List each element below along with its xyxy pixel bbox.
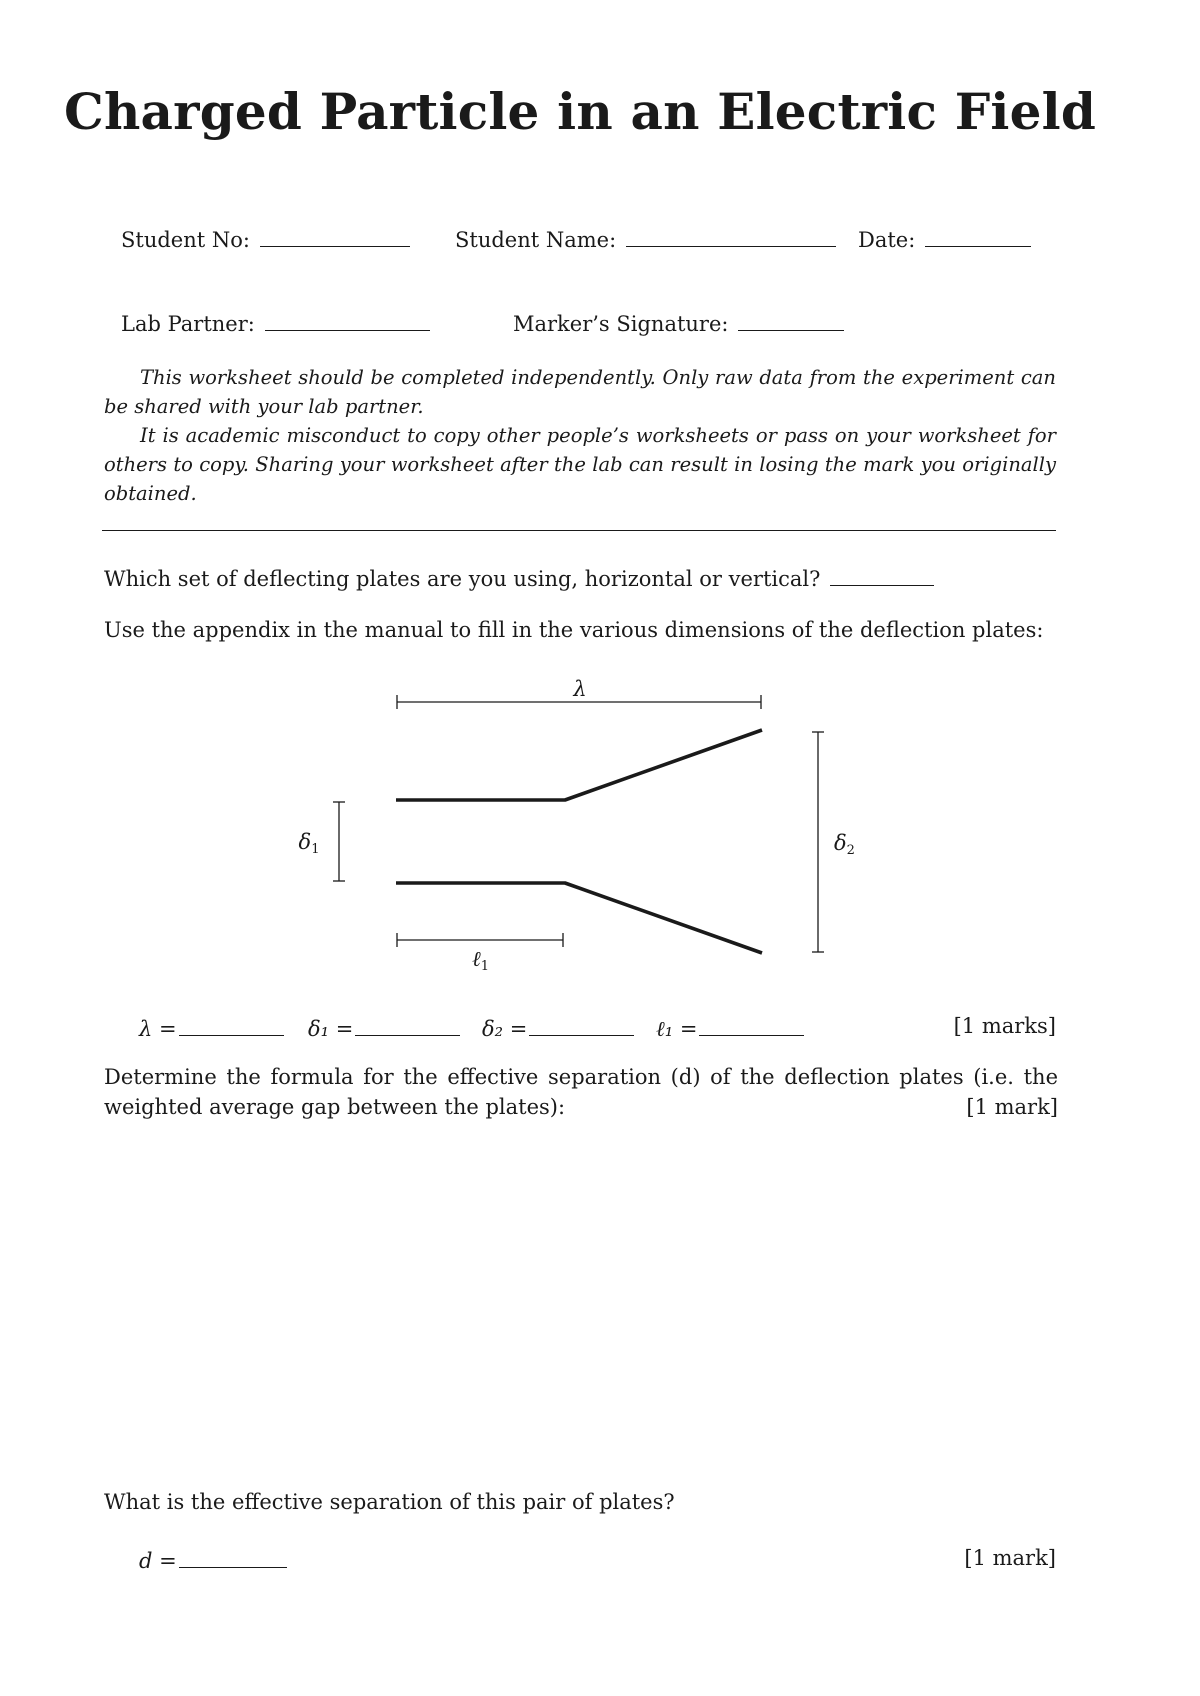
- delta2-label: [834, 831, 855, 858]
- delta1-entry: [308, 1014, 460, 1041]
- delta2-symbol: δ: [834, 831, 847, 855]
- ell1-symbol: ℓ: [472, 947, 481, 971]
- ell1-subscript: 1: [480, 959, 490, 974]
- ell1-answer-blank[interactable]: [699, 1014, 804, 1036]
- question-dimensions: Use the appendix in the manual to fill in the various dimensions of the deflection plates:: [104, 618, 1044, 642]
- delta1-subscript: 1: [311, 842, 320, 857]
- delta1-entry-label: δ₁ =: [308, 1017, 354, 1041]
- student-no-label: Student No:: [121, 228, 250, 252]
- upper-plate: [396, 730, 762, 800]
- ell1-entry: [656, 1014, 804, 1042]
- ell1-entry-label: ℓ₁ =: [656, 1017, 698, 1041]
- d-entry: [139, 1546, 287, 1573]
- ell1-label: [472, 947, 489, 974]
- delta2-entry-label: δ₂ =: [482, 1017, 528, 1041]
- lambda-entry: [139, 1014, 284, 1041]
- formula-mark: [1 mark]: [966, 1095, 1058, 1119]
- delta1-symbol: δ: [298, 830, 312, 854]
- question-plates-orientation-text: Which set of deflecting plates are you using, horizontal or vertical?: [104, 567, 821, 591]
- marker-signature-label: Marker’s Signature:: [513, 312, 729, 336]
- notice-paragraph-2: It is academic misconduct to copy other people’s worksheets or pass on your worksheet for others to copy. Sharing your worksheet after the lab can result in losing the mark you originally obtained.: [104, 424, 1056, 505]
- d-entry-label: d =: [139, 1549, 177, 1573]
- delta2-subscript: 2: [846, 843, 855, 858]
- student-name-label: Student Name:: [455, 228, 617, 252]
- delta2-entry: [482, 1014, 634, 1041]
- date-label: Date:: [858, 228, 916, 252]
- lambda-entry-label: λ =: [139, 1017, 177, 1041]
- question-formula-text: Determine the formula for the effective separation (d) of the deflection plates (i.e. the weighted average gap between the plates):: [104, 1065, 1058, 1119]
- d-mark: [1 mark]: [964, 1546, 1056, 1570]
- question-effective-separation-formula: [104, 1062, 1058, 1122]
- dimensions-mark: [1 marks]: [953, 1014, 1056, 1038]
- d-answer-blank[interactable]: [179, 1546, 287, 1568]
- lambda-label: λ: [573, 677, 587, 701]
- delta1-answer-blank[interactable]: [355, 1014, 460, 1036]
- lower-plate: [396, 883, 762, 953]
- delta1-label: [299, 830, 320, 857]
- lambda-answer-blank[interactable]: [179, 1014, 284, 1036]
- delta2-answer-blank[interactable]: [529, 1014, 634, 1036]
- lab-partner-label: Lab Partner:: [121, 312, 255, 336]
- question-effective-separation-value: What is the effective separation of this pair of plates?: [104, 1490, 675, 1514]
- notice-paragraph-1: This worksheet should be completed independently. Only raw data from the experiment can be shared with your lab partner.: [104, 366, 1056, 418]
- page-title: Charged Particle in an Electric Field: [64, 82, 1096, 141]
